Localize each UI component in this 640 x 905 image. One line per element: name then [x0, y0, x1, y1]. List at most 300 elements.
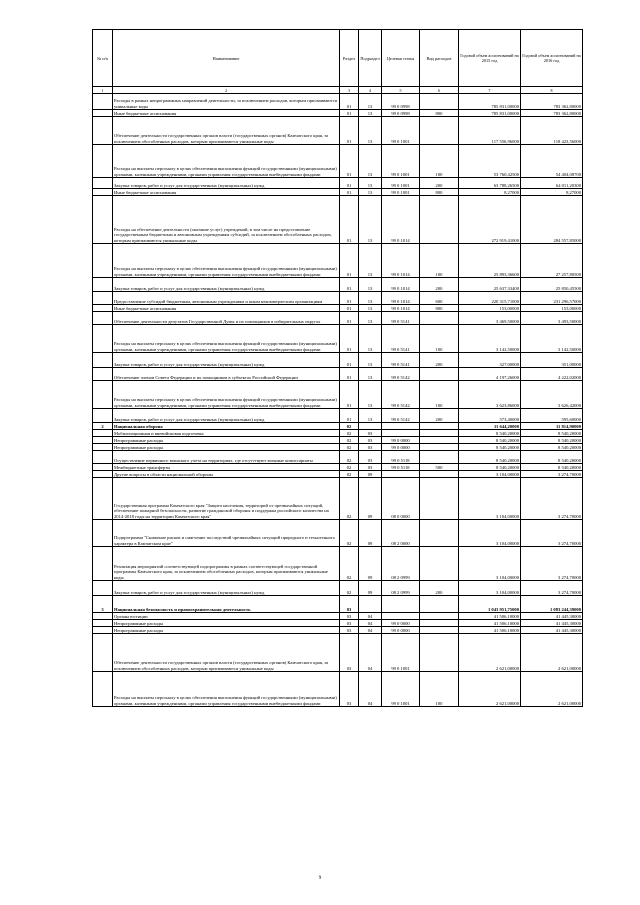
row-statya-cell: 99 0 1014 — [382, 305, 420, 312]
row-amount-2016-cell: 8 540,20000 — [521, 430, 583, 437]
table-row — [93, 437, 583, 444]
row-name-cell: Обеспечение членов Совета Федерации и их помощников в субъектах Российской Федерации — [113, 368, 340, 381]
row-razdel-cell: 01 — [340, 244, 359, 278]
table-row — [93, 520, 583, 547]
row-podrazdel-cell: 13 — [359, 244, 382, 278]
row-statya-cell: 99 0 5118 — [382, 451, 420, 464]
row-number-cell — [93, 117, 113, 145]
row-podrazdel-cell: 13 — [359, 325, 382, 353]
row-podrazdel-cell: 04 — [359, 672, 382, 707]
row-number-cell — [93, 437, 113, 444]
row-number-cell — [93, 634, 113, 672]
row-amount-2016-cell: 1 083 244,39000 — [521, 596, 583, 613]
table-row — [93, 547, 583, 581]
row-amount-2016-cell: 54 404,08700 — [521, 145, 583, 178]
row-amount-2016-cell: 25 850,45500 — [521, 278, 583, 292]
header-2015: Годовой объем ассигнований на 2015 год — [459, 30, 521, 87]
row-amount-2015-cell: 8 540,20000 — [459, 444, 521, 451]
row-number-cell — [93, 520, 113, 547]
row-number-cell — [93, 189, 113, 196]
row-number-cell — [93, 478, 113, 520]
row-name-cell: Расходы на выплаты персоналу в целях обеспечения выполнения функций государственными (муниципальными) органами, казенными учреждениями, органами управления государственными внебюджетными фондами — [113, 381, 340, 409]
row-number-cell — [93, 325, 113, 353]
table-row — [93, 627, 583, 634]
table-row — [93, 478, 583, 520]
row-podrazdel-cell — [359, 596, 382, 613]
row-vid-cell — [420, 613, 459, 620]
table-row — [93, 94, 583, 110]
row-podrazdel-cell: 03 — [359, 464, 382, 471]
row-amount-2015-cell: 8 540,20000 — [459, 430, 521, 437]
row-name-cell: Закупка товаров, работ и услуг для государственных (муниципальных) нужд — [113, 178, 340, 189]
row-number-cell — [93, 581, 113, 596]
row-number-cell — [93, 451, 113, 464]
row-amount-2016-cell: 41 445,30000 — [521, 620, 583, 627]
row-statya-cell: 99 0 1001 — [382, 145, 420, 178]
row-amount-2016-cell: 783 362,80000 — [521, 94, 583, 110]
row-vid-cell: 600 — [420, 292, 459, 305]
row-statya-cell: 99 0 1014 — [382, 292, 420, 305]
row-name-cell: Закупка товаров, работ и услуг для государственных (муниципальных) нужд — [113, 278, 340, 292]
row-number-cell — [93, 278, 113, 292]
row-amount-2016-cell: 8,27000 — [521, 189, 583, 196]
row-number-cell — [93, 471, 113, 478]
row-podrazdel-cell: 09 — [359, 547, 382, 581]
row-razdel-cell: 03 — [340, 613, 359, 620]
row-podrazdel-cell: 13 — [359, 353, 382, 368]
row-amount-2015-cell: 3 104,00000 — [459, 478, 521, 520]
row-vid-cell: 800 — [420, 189, 459, 196]
row-amount-2016-cell: 2 621,00000 — [521, 634, 583, 672]
row-amount-2015-cell: 41 506,10000 — [459, 613, 521, 620]
row-number-cell — [93, 368, 113, 381]
row-amount-2015-cell: 41 506,10000 — [459, 627, 521, 634]
row-amount-2016-cell: 3 274,70000 — [521, 547, 583, 581]
row-vid-cell: 100 — [420, 672, 459, 707]
row-name-cell: Расходы на обеспечение деятельности (оказание услуг) учреждений, в том числе на предоставление государственным бюджетным и автономным учреждениям субсидий, за исключением обособленных расходов, которым присваиваются уникальные коды — [113, 196, 340, 244]
row-amount-2016-cell: 3 274,70000 — [521, 581, 583, 596]
row-razdel-cell: 01 — [340, 178, 359, 189]
row-amount-2015-cell: 3 104,00000 — [459, 581, 521, 596]
row-number-cell — [93, 178, 113, 189]
row-amount-2016-cell: 595,60000 — [521, 409, 583, 423]
table-row — [93, 409, 583, 423]
row-statya-cell — [382, 613, 420, 620]
row-razdel-cell: 01 — [340, 94, 359, 110]
row-name-cell: Межбюджетные трансферты — [113, 464, 340, 471]
column-number: 2 — [113, 87, 340, 94]
row-name-cell: Расходы в рамках непрограммных направлений деятельности, за исключением расходов, которым присваиваются уникальные коды — [113, 94, 340, 110]
row-statya-cell: 99 0 5141 — [382, 353, 420, 368]
row-amount-2016-cell: 3 142,50000 — [521, 325, 583, 353]
column-number: 1 — [93, 87, 113, 94]
row-name-cell: Расходы на выплаты персоналу в целях обеспечения выполнения функций государственными (муниципальными) органами, казенными учреждениями, органами управления государственными внебюджетными фондами — [113, 145, 340, 178]
row-statya-cell: 99 0 5142 — [382, 368, 420, 381]
row-razdel-cell: 02 — [340, 451, 359, 464]
table-row — [93, 244, 583, 278]
row-statya-cell: 99 0 1001 — [382, 189, 420, 196]
row-number-cell — [93, 353, 113, 368]
row-name-cell: Национальная оборона — [113, 423, 340, 430]
row-number-cell — [93, 196, 113, 244]
row-amount-2015-cell: 53 760,42500 — [459, 145, 521, 178]
row-name-cell: Иные бюджетные ассигнования — [113, 110, 340, 117]
row-razdel-cell: 01 — [340, 312, 359, 325]
row-amount-2016-cell: 11 814,90000 — [521, 423, 583, 430]
table-row — [93, 451, 583, 464]
row-name-cell: Мобилизационная и вневойсковая подготовка — [113, 430, 340, 437]
row-statya-cell: 99 0 0000 — [382, 437, 420, 444]
row-number-cell — [93, 110, 113, 117]
row-amount-2016-cell: 4 222,02000 — [521, 368, 583, 381]
row-razdel-cell: 01 — [340, 305, 359, 312]
row-name-cell: Реализация мероприятий соответствующей подпрограммы в рамках соответствующей государственной программы Камчатского края, за исключением обособленных расходов, которым присваиваются уникальные коды — [113, 547, 340, 581]
row-vid-cell: 200 — [420, 278, 459, 292]
row-name-cell: Органы юстиции — [113, 613, 340, 620]
row-podrazdel-cell: 03 — [359, 430, 382, 437]
row-statya-cell: 99 0 1014 — [382, 196, 420, 244]
row-vid-cell: 800 — [420, 110, 459, 117]
header-podrazdel: Подраздел — [359, 30, 382, 87]
row-amount-2016-cell: 41 445,30000 — [521, 627, 583, 634]
row-name-cell: Непрограммные расходы — [113, 437, 340, 444]
column-number: 4 — [359, 87, 382, 94]
row-vid-cell — [420, 444, 459, 451]
table-row — [93, 620, 583, 627]
row-vid-cell — [420, 196, 459, 244]
row-razdel-cell: 01 — [340, 110, 359, 117]
row-statya-cell: 99 0 1014 — [382, 244, 420, 278]
row-amount-2016-cell: 8 540,20000 — [521, 451, 583, 464]
row-amount-2015-cell: 220 315,71000 — [459, 292, 521, 305]
row-number-cell — [93, 444, 113, 451]
row-statya-cell: 99 0 0998 — [382, 94, 420, 110]
header-statya: Целевая статья — [382, 30, 420, 87]
row-amount-2016-cell: 2 621,00000 — [521, 672, 583, 707]
row-podrazdel-cell: 13 — [359, 381, 382, 409]
row-razdel-cell: 02 — [340, 478, 359, 520]
table-row — [93, 117, 583, 145]
row-name-cell: Закупка товаров, работ и услуг для государственных (муниципальных) нужд — [113, 353, 340, 368]
row-amount-2016-cell: 3 626,42000 — [521, 381, 583, 409]
table-row — [93, 353, 583, 368]
table-row — [93, 381, 583, 409]
table-row — [93, 581, 583, 596]
row-razdel-cell: 02 — [340, 444, 359, 451]
row-vid-cell: 200 — [420, 409, 459, 423]
row-amount-2015-cell: 8 540,20000 — [459, 437, 521, 444]
row-podrazdel-cell: 13 — [359, 178, 382, 189]
row-amount-2016-cell: 8 540,20000 — [521, 437, 583, 444]
row-amount-2016-cell: 351,00000 — [521, 353, 583, 368]
row-statya-cell: 08 2 0999 — [382, 547, 420, 581]
row-podrazdel-cell: 13 — [359, 110, 382, 117]
row-amount-2015-cell: 327,00000 — [459, 353, 521, 368]
row-amount-2015-cell: 11 644,20000 — [459, 423, 521, 430]
row-name-cell: Обеспечение деятельности депутатов Государственной Думы и их помощников в избирательных округах — [113, 312, 340, 325]
row-statya-cell: 99 0 5142 — [382, 381, 420, 409]
table-row — [93, 292, 583, 305]
row-amount-2015-cell: 1 043 951,75000 — [459, 596, 521, 613]
row-razdel-cell: 02 — [340, 464, 359, 471]
column-number: 5 — [382, 87, 420, 94]
row-statya-cell: 99 0 0998 — [382, 110, 420, 117]
row-amount-2015-cell: 3 623,86000 — [459, 381, 521, 409]
row-number-cell — [93, 409, 113, 423]
row-statya-cell: 99 0 1001 — [382, 178, 420, 189]
row-name-cell: Подпрограмма "Снижение рисков и смягчение последствий чрезвычайных ситуаций природного и техногенного характера в Камчатском крае" — [113, 520, 340, 547]
row-amount-2016-cell: 3 274,70000 — [521, 478, 583, 520]
row-name-cell: Предоставление субсидий бюджетным, автономным учреждениям и иным некоммерческим организациям — [113, 292, 340, 305]
table-header-row — [93, 30, 583, 87]
row-podrazdel-cell: 13 — [359, 94, 382, 110]
row-razdel-cell: 02 — [340, 471, 359, 478]
row-razdel-cell: 03 — [340, 596, 359, 613]
row-podrazdel-cell: 04 — [359, 613, 382, 620]
row-vid-cell: 200 — [420, 581, 459, 596]
row-podrazdel-cell: 13 — [359, 305, 382, 312]
table-row — [93, 423, 583, 430]
header-num: № п/п — [93, 30, 113, 87]
row-statya-cell: 99 0 5141 — [382, 312, 420, 325]
row-name-cell: Другие вопросы в области национальной обороны — [113, 471, 340, 478]
row-number-cell — [93, 430, 113, 437]
row-razdel-cell: 01 — [340, 353, 359, 368]
row-name-cell: Расходы на выплаты персоналу в целях обеспечения выполнения функций государственными (муниципальными) органами, казенными учреждениями, органами управления государственными внебюджетными фондами — [113, 244, 340, 278]
row-amount-2015-cell: 153,00000 — [459, 305, 521, 312]
row-vid-cell — [420, 94, 459, 110]
row-amount-2015-cell: 2 621,00000 — [459, 672, 521, 707]
table-row — [93, 368, 583, 381]
row-razdel-cell: 03 — [340, 634, 359, 672]
table-body — [93, 94, 583, 707]
row-podrazdel-cell: 13 — [359, 117, 382, 145]
row-amount-2015-cell: 2 621,00000 — [459, 634, 521, 672]
row-razdel-cell: 02 — [340, 581, 359, 596]
row-number-cell: 2 — [93, 423, 113, 430]
row-statya-cell — [382, 471, 420, 478]
table-row — [93, 145, 583, 178]
row-vid-cell: 100 — [420, 145, 459, 178]
row-statya-cell: 99 0 0000 — [382, 620, 420, 627]
header-vid: Вид расходов — [420, 30, 459, 87]
row-podrazdel-cell: 04 — [359, 627, 382, 634]
row-number-cell — [93, 613, 113, 620]
row-name-cell: Закупка товаров, работ и услуг для государственных (муниципальных) нужд — [113, 581, 340, 596]
table-row — [93, 596, 583, 613]
row-amount-2016-cell: 153,00000 — [521, 305, 583, 312]
row-podrazdel-cell: 09 — [359, 471, 382, 478]
budget-table — [92, 29, 583, 707]
row-statya-cell — [382, 430, 420, 437]
row-vid-cell — [420, 430, 459, 437]
row-podrazdel-cell: 03 — [359, 437, 382, 444]
row-podrazdel-cell: 13 — [359, 368, 382, 381]
row-statya-cell: 99 0 1014 — [382, 278, 420, 292]
row-name-cell: Непрограммные расходы — [113, 620, 340, 627]
row-amount-2015-cell: 117 556,96000 — [459, 117, 521, 145]
row-name-cell: Расходы на выплаты персоналу в целях обеспечения выполнения функций государственными (муниципальными) органами, казенными учреждениями, органами управления государственными внебюджетными фондами — [113, 672, 340, 707]
row-amount-2015-cell: 8,27000 — [459, 189, 521, 196]
row-amount-2015-cell: 3 142,50000 — [459, 325, 521, 353]
row-razdel-cell: 01 — [340, 278, 359, 292]
row-vid-cell: 200 — [420, 353, 459, 368]
row-amount-2015-cell: 3 104,00000 — [459, 520, 521, 547]
row-amount-2016-cell: 284 557,85000 — [521, 196, 583, 244]
row-amount-2015-cell: 785 831,00000 — [459, 94, 521, 110]
column-number: 8 — [521, 87, 583, 94]
header-2016: Годовой объем ассигнований на 2016 год — [521, 30, 583, 87]
row-razdel-cell: 01 — [340, 325, 359, 353]
row-number-cell — [93, 244, 113, 278]
row-vid-cell — [420, 451, 459, 464]
row-amount-2015-cell: 3 104,00000 — [459, 471, 521, 478]
row-amount-2016-cell: 41 445,30000 — [521, 613, 583, 620]
row-number-cell — [93, 547, 113, 581]
row-name-cell: Государственная программа Камчатского края "Защита населения, территорий от чрезвычайных ситуаций, обеспечение пожарной безопасности, развитие гражданской обороны и поддержка российского казачества на 2014-2018 годы на территории Камчатского края" — [113, 478, 340, 520]
page-number: 9 — [318, 876, 322, 881]
row-statya-cell: 99 0 0000 — [382, 627, 420, 634]
row-podrazdel-cell: 09 — [359, 520, 382, 547]
row-vid-cell — [420, 117, 459, 145]
row-podrazdel-cell: 09 — [359, 478, 382, 520]
row-amount-2015-cell: 4 197,26000 — [459, 368, 521, 381]
row-amount-2015-cell: 785 831,00000 — [459, 110, 521, 117]
row-number-cell: 3 — [93, 596, 113, 613]
row-number-cell — [93, 94, 113, 110]
row-amount-2016-cell: 64 011,20300 — [521, 178, 583, 189]
row-razdel-cell: 01 — [340, 381, 359, 409]
row-number-cell — [93, 464, 113, 471]
row-amount-2016-cell: 8 540,20000 — [521, 444, 583, 451]
row-statya-cell: 08 0 0000 — [382, 478, 420, 520]
table-row — [93, 464, 583, 471]
row-statya-cell: 99 0 5141 — [382, 325, 420, 353]
row-podrazdel-cell: 04 — [359, 620, 382, 627]
row-podrazdel-cell: 04 — [359, 634, 382, 672]
row-razdel-cell: 03 — [340, 627, 359, 634]
row-podrazdel-cell: 13 — [359, 409, 382, 423]
row-podrazdel-cell: 13 — [359, 312, 382, 325]
row-amount-2016-cell: 3 493,50000 — [521, 312, 583, 325]
row-number-cell — [93, 620, 113, 627]
row-amount-2015-cell: 3 469,50000 — [459, 312, 521, 325]
row-vid-cell — [420, 620, 459, 627]
row-vid-cell — [420, 596, 459, 613]
row-number-cell — [93, 305, 113, 312]
row-razdel-cell: 03 — [340, 620, 359, 627]
row-number-cell — [93, 292, 113, 305]
column-number: 7 — [459, 87, 521, 94]
table-row — [93, 189, 583, 196]
row-amount-2016-cell: 118 423,56000 — [521, 117, 583, 145]
row-vid-cell — [420, 520, 459, 547]
header-razdel: Раздел — [340, 30, 359, 87]
table-row — [93, 196, 583, 244]
row-vid-cell: 100 — [420, 244, 459, 278]
row-razdel-cell: 02 — [340, 437, 359, 444]
row-statya-cell: 99 0 1001 — [382, 117, 420, 145]
row-podrazdel-cell: 13 — [359, 278, 382, 292]
row-podrazdel-cell — [359, 423, 382, 430]
row-vid-cell — [420, 478, 459, 520]
row-vid-cell: 100 — [420, 381, 459, 409]
row-razdel-cell: 01 — [340, 196, 359, 244]
row-vid-cell: 200 — [420, 178, 459, 189]
row-number-cell — [93, 672, 113, 707]
table-row — [93, 444, 583, 451]
row-name-cell: Национальная безопасность и правоохранительная деятельность — [113, 596, 340, 613]
table-row — [93, 634, 583, 672]
row-amount-2015-cell: 573,40000 — [459, 409, 521, 423]
row-vid-cell: 100 — [420, 325, 459, 353]
row-amount-2015-cell: 8 540,20000 — [459, 451, 521, 464]
row-amount-2016-cell: 3 274,70000 — [521, 471, 583, 478]
row-amount-2015-cell: 25 637,33400 — [459, 278, 521, 292]
table-row — [93, 325, 583, 353]
row-razdel-cell: 02 — [340, 430, 359, 437]
row-name-cell: Обеспечение деятельности государственных органов власти (государственных органов) Камчатского края, за исключением обособленных расходов, которым присваиваются уникальные коды — [113, 117, 340, 145]
row-podrazdel-cell: 13 — [359, 189, 382, 196]
row-statya-cell: 99 0 1001 — [382, 672, 420, 707]
table-row — [93, 278, 583, 292]
table-row — [93, 110, 583, 117]
header-name: Наименование — [113, 30, 340, 87]
row-razdel-cell: 01 — [340, 117, 359, 145]
row-podrazdel-cell: 03 — [359, 451, 382, 464]
row-podrazdel-cell: 09 — [359, 581, 382, 596]
table-row — [93, 178, 583, 189]
row-vid-cell — [420, 547, 459, 581]
table-row — [93, 305, 583, 312]
column-number-row — [93, 87, 583, 94]
row-name-cell: Закупка товаров, работ и услуг для государственных (муниципальных) нужд — [113, 409, 340, 423]
row-amount-2016-cell: 3 274,70000 — [521, 520, 583, 547]
row-name-cell: Непрограммные расходы — [113, 627, 340, 634]
row-name-cell: Непрограммные расходы — [113, 444, 340, 451]
row-statya-cell: 08 2 0000 — [382, 520, 420, 547]
table-row — [93, 471, 583, 478]
row-razdel-cell: 02 — [340, 547, 359, 581]
table-row — [93, 312, 583, 325]
row-statya-cell: 99 0 1001 — [382, 634, 420, 672]
row-vid-cell — [420, 423, 459, 430]
row-vid-cell — [420, 471, 459, 478]
row-name-cell: Иные бюджетные ассигнования — [113, 305, 340, 312]
row-statya-cell — [382, 423, 420, 430]
row-name-cell: Расходы на выплаты персоналу в целях обеспечения выполнения функций государственными (муниципальными) органами, казенными учреждениями, органами управления государственными внебюджетными фондами — [113, 325, 340, 353]
row-number-cell — [93, 312, 113, 325]
row-number-cell — [93, 627, 113, 634]
row-amount-2016-cell: 27 257,80500 — [521, 244, 583, 278]
row-amount-2015-cell: 63 788,26500 — [459, 178, 521, 189]
row-razdel-cell: 02 — [340, 520, 359, 547]
row-vid-cell — [420, 437, 459, 444]
row-podrazdel-cell: 13 — [359, 145, 382, 178]
row-vid-cell — [420, 627, 459, 634]
row-vid-cell: 800 — [420, 305, 459, 312]
column-number: 6 — [420, 87, 459, 94]
row-vid-cell — [420, 634, 459, 672]
row-statya-cell: 99 0 5142 — [382, 409, 420, 423]
row-number-cell — [93, 145, 113, 178]
row-razdel-cell: 01 — [340, 368, 359, 381]
row-razdel-cell: 01 — [340, 409, 359, 423]
row-amount-2015-cell: 41 506,10000 — [459, 620, 521, 627]
row-name-cell: Осуществление первичного воинского учета на территориях, где отсутствуют военные комиссариаты — [113, 451, 340, 464]
row-razdel-cell: 01 — [340, 189, 359, 196]
row-podrazdel-cell: 13 — [359, 196, 382, 244]
